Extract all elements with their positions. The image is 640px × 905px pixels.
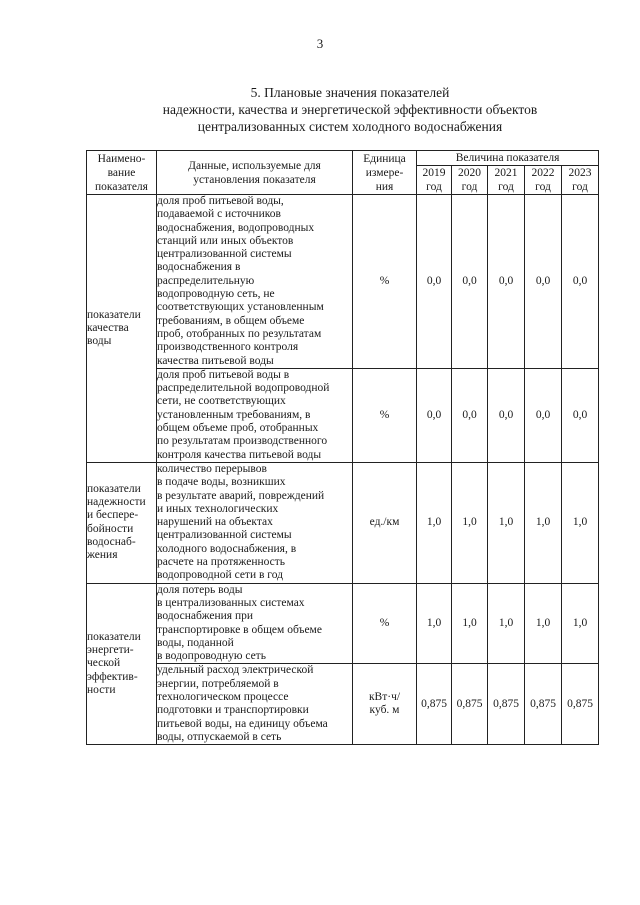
group-label-water-quality	[87, 195, 157, 463]
group-label-energy-efficiency	[87, 583, 157, 745]
header-line: Единица	[363, 152, 406, 165]
description-line: проб, отобранных по результатам	[157, 327, 322, 340]
year-label: 2021	[494, 167, 518, 179]
unit-column-header	[353, 151, 417, 195]
value-cell-2019: 0,0	[417, 368, 452, 462]
indicator-description	[157, 195, 353, 369]
group-line: водоснаб-	[87, 536, 136, 549]
description-line: воды, отпускаемой в сеть	[157, 730, 282, 743]
year-label: 2023	[568, 167, 592, 179]
description-line: в централизованных системах	[157, 596, 305, 609]
group-line: показатели	[87, 308, 141, 321]
section-title-line-2: надежности, качества и энергетической эффективности объектов	[162, 102, 538, 117]
description-line: станций или иных объектов	[157, 234, 294, 247]
unit-cell	[353, 664, 417, 745]
value-cell-2021: 0,0	[488, 368, 525, 462]
section-title	[60, 84, 640, 135]
description-line: водоснабжения в	[157, 261, 241, 274]
description-line: контроля качества питьевой воды	[157, 448, 322, 461]
group-line: эффектив-	[87, 670, 138, 683]
value-cell-2022: 0,0	[525, 195, 562, 369]
indicators-table	[86, 150, 599, 745]
value-cell-2021: 1,0	[488, 462, 525, 583]
description-line: водоснабжения, водопроводных	[157, 221, 315, 234]
indicator-description	[157, 583, 353, 664]
description-line: распределительную	[157, 274, 255, 287]
description-line: технологическом процессе	[157, 690, 289, 703]
value-cell-2020: 1,0	[452, 583, 488, 664]
year-header-2021	[488, 166, 525, 195]
description-line: в водопроводную сеть	[157, 650, 266, 663]
year-header-2019	[417, 166, 452, 195]
value-cell-2022: 0,0	[525, 368, 562, 462]
table-row	[87, 583, 599, 664]
group-line: надежности	[87, 496, 146, 509]
header-line: показателя	[95, 180, 148, 193]
indicator-description	[157, 368, 353, 462]
description-line: подготовки и транспортировки	[157, 704, 309, 717]
description-line: расчете на протяженность	[157, 556, 286, 569]
description-line: энергии, потребляемой в	[157, 677, 279, 690]
description-line: транспортировке в общем объеме	[157, 623, 322, 636]
value-cell-2023: 0,875	[562, 664, 599, 745]
group-line: ческой	[87, 657, 121, 670]
description-line: по результатам производственного	[157, 435, 328, 448]
unit-cell: %	[353, 368, 417, 462]
indicator-description	[157, 462, 353, 583]
year-suffix: год	[426, 181, 442, 193]
description-line: соответствующих установленным	[157, 301, 324, 314]
table-row	[87, 462, 599, 583]
data-column-header	[157, 151, 353, 195]
description-line: водопроводной сети в год	[157, 569, 283, 582]
value-cell-2020: 0,0	[452, 368, 488, 462]
value-cell-2021: 0,0	[488, 195, 525, 369]
unit-line: кВт·ч/	[368, 690, 401, 703]
unit-cell: %	[353, 583, 417, 664]
year-header-2023	[562, 166, 599, 195]
year-suffix: год	[535, 181, 551, 193]
value-cell-2019: 1,0	[417, 462, 452, 583]
description-line: централизованной системы	[157, 248, 292, 261]
value-cell-2021: 1,0	[488, 583, 525, 664]
value-cell-2019: 0,0	[417, 195, 452, 369]
header-line: вание	[107, 166, 136, 179]
description-line: централизованной системы	[157, 529, 292, 542]
description-line: водопроводную сеть, не	[157, 288, 275, 301]
year-header-2020	[452, 166, 488, 195]
header-line: установления показателя	[193, 173, 316, 186]
value-cell-2020: 0,875	[452, 664, 488, 745]
description-line: доля проб питьевой воды,	[157, 195, 284, 207]
value-group-header: Величина показателя	[417, 151, 599, 166]
unit-cell: ед./км	[353, 462, 417, 583]
description-line: требованиям, в общем объеме	[157, 314, 305, 327]
description-line: нарушений на объектах	[157, 516, 273, 529]
description-line: в результате аварий, повреждений	[157, 489, 325, 502]
header-line: Наимено-	[97, 152, 146, 165]
group-line: бойности	[87, 522, 134, 535]
value-cell-2020: 1,0	[452, 462, 488, 583]
page-number: 3	[316, 36, 324, 51]
description-line: общем объеме проб, отобранных	[157, 422, 319, 435]
table-row	[87, 368, 599, 462]
year-suffix: год	[572, 181, 588, 193]
description-line: в подаче воды, возникших	[157, 476, 286, 489]
description-line: количество перерывов	[157, 462, 267, 475]
unit-cell: %	[353, 195, 417, 369]
year-suffix: год	[498, 181, 514, 193]
unit-line: куб. м	[369, 704, 400, 717]
value-cell-2019: 0,875	[417, 664, 452, 745]
year-suffix: год	[461, 181, 478, 193]
description-line: распределительной водопроводной	[157, 382, 330, 395]
group-line: жения	[87, 549, 118, 562]
group-line: ности	[87, 683, 116, 696]
group-line: и беспере-	[87, 509, 139, 522]
description-line: и иных технологических	[157, 502, 279, 515]
header-row-1	[87, 151, 599, 166]
header-line: измере-	[365, 166, 404, 179]
year-label: 2022	[531, 167, 555, 179]
description-line: подаваемой с источников	[157, 208, 281, 221]
group-line: энергети-	[87, 643, 134, 656]
description-line: воды, поданной	[157, 636, 234, 649]
group-line: воды	[87, 335, 112, 348]
description-line: качества питьевой воды	[157, 354, 274, 367]
description-line: доля проб питьевой воды в	[157, 368, 290, 381]
description-line: удельный расход электрической	[157, 664, 314, 677]
description-line: сети, не соответствующих	[157, 395, 286, 408]
value-cell-2021: 0,875	[488, 664, 525, 745]
group-label-reliability	[87, 462, 157, 583]
description-line: водоснабжения при	[157, 610, 254, 623]
header-line: ния	[375, 180, 394, 193]
description-line: питьевой воды, на единицу объема	[157, 717, 328, 730]
table-row	[87, 195, 599, 369]
year-header-2022	[525, 166, 562, 195]
description-line: производственного контроля	[157, 341, 299, 354]
section-title-line-1: 5. Плановые значения показателей	[250, 85, 450, 100]
value-cell-2023: 0,0	[562, 195, 599, 369]
description-line: доля потерь воды	[157, 583, 243, 596]
value-cell-2020: 0,0	[452, 195, 488, 369]
header-line: Данные, используемые для	[188, 159, 321, 172]
name-column-header	[87, 151, 157, 195]
description-line: установленным требованиям, в	[157, 408, 311, 421]
indicator-description	[157, 664, 353, 745]
group-line: показатели	[87, 630, 141, 643]
value-cell-2023: 1,0	[562, 583, 599, 664]
group-line: качества	[87, 321, 129, 334]
value-cell-2023: 1,0	[562, 462, 599, 583]
year-label: 2019	[422, 167, 446, 179]
section-title-line-3: централизованных систем холодного водоснабжения	[197, 119, 503, 134]
group-line: показатели	[87, 482, 141, 495]
value-cell-2022: 0,875	[525, 664, 562, 745]
value-cell-2019: 1,0	[417, 583, 452, 664]
description-line: холодного водоснабжения, в	[157, 542, 297, 555]
value-cell-2022: 1,0	[525, 583, 562, 664]
year-label: 2020	[458, 167, 481, 179]
value-cell-2023: 0,0	[562, 368, 599, 462]
table-row	[87, 664, 599, 745]
value-cell-2022: 1,0	[525, 462, 562, 583]
